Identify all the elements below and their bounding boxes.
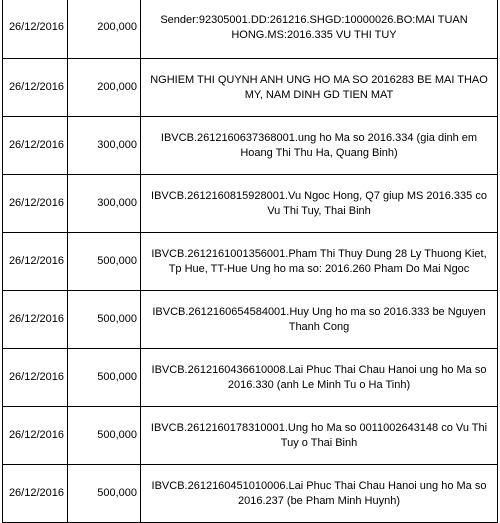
row-amount: 500,000 [68,291,141,349]
table-row [3,59,498,117]
row-date: 26/12/2016 [3,465,68,523]
table-row [3,465,498,523]
table-row [3,291,498,349]
row-description: IBVCB.2612160178310001.Ung ho Ma so 0011002643148 co Vu Thi Tuy o Thai Binh [141,407,498,465]
row-amount: 300,000 [68,175,141,233]
row-date: 26/12/2016 [3,291,68,349]
row-description: IBVCB.2612161001356001.Pham Thi Thuy Dung 28 Ly Thuong Kiet, Tp Hue, TT-Hue Ung ho ma so: 2016.260 Pham Do Mai Ngoc [141,233,498,291]
table-row [3,349,498,407]
row-description: IBVCB.2612160815928001.Vu Ngoc Hong, Q7 giup MS 2016.335 co Vu Thi Tuy, Thai Binh [141,175,498,233]
row-date: 26/12/2016 [3,0,68,59]
row-date: 26/12/2016 [3,59,68,117]
row-description: IBVCB.2612160654584001.Huy Ung ho ma so 2016.333 be Nguyen Thanh Cong [141,291,498,349]
table-row [3,407,498,465]
row-amount: 300,000 [68,117,141,175]
row-description: IBVCB.2612160436610008.Lai Phuc Thai Chau Hanoi ung ho Ma so 2016.330 (anh Le Minh Tu o Ha Tinh) [141,349,498,407]
transaction-table [2,0,498,523]
row-date: 26/12/2016 [3,233,68,291]
row-amount: 200,000 [68,0,141,59]
row-date: 26/12/2016 [3,349,68,407]
row-date: 26/12/2016 [3,175,68,233]
row-description: IBVCB.2612160637368001.ung ho Ma so 2016.334 (gia dinh em Hoang Thi Thu Ha, Quang Binh) [141,117,498,175]
row-amount: 500,000 [68,349,141,407]
row-description: IBVCB.2612160451010006.Lai Phuc Thai Chau Hanoi ung ho Ma so 2016.237 (be Pham Minh Huynh) [141,465,498,523]
row-date: 26/12/2016 [3,117,68,175]
row-amount: 500,000 [68,233,141,291]
row-description: NGHIEM THI QUYNH ANH UNG HO MA SO 2016283 BE MAI THAO MY, NAM DINH GD TIEN MAT [141,59,498,117]
table-row [3,175,498,233]
table-row [3,0,498,59]
table-row [3,233,498,291]
row-amount: 500,000 [68,465,141,523]
row-description: Sender:92305001.DD:261216.SHGD:10000026.BO:MAI TUAN HONG.MS:2016.335 VU THI TUY [141,0,498,59]
table-row [3,117,498,175]
row-amount: 500,000 [68,407,141,465]
row-date: 26/12/2016 [3,407,68,465]
row-amount: 200,000 [68,59,141,117]
